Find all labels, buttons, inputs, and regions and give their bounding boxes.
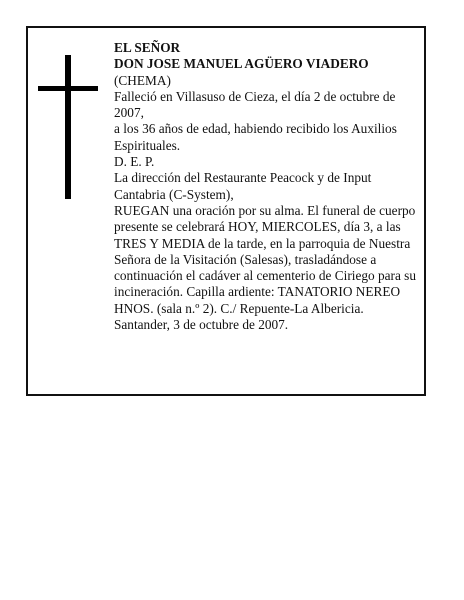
rest-in-peace: D. E. P. [114,154,155,170]
company-line: La dirección del Restaurante Peacock y de Input Cantabria (C-System), [114,170,372,202]
age-statement: a los 36 años de edad, habiendo recibido los Auxilios Espirituales. [114,121,397,153]
deceased-name: DON JOSE MANUEL AGÜERO VIADERO [114,56,369,72]
obituary-text [114,40,424,333]
title-line: EL SEÑOR [114,40,181,55]
death-statement: Falleció en Villasuso de Cieza, el día 2 de octubre de [114,88,396,104]
cross-horizontal-bar [38,86,98,91]
death-year: 2007, [114,105,144,121]
place-date: Santander, 3 de octubre de 2007. [114,317,289,333]
deceased-nickname: (CHEMA) [114,72,171,88]
obituary-notice [26,26,426,396]
funeral-request: RUEGAN una oración por su alma. El funeral de cuerpo presente se celebrará HOY, MIERCOLES, día 3, a las TRES Y MEDIA de la tarde, en la parroquia de Nuestra Señora de la Visitación (Salesas), trasladándose a continuación el cadáver al cementerio de Ciriego para su incineración. Capilla ardiente: TANATORIO NEREO HNOS. (sala n.º 2). C./ Repuente-La Albericia. [114,202,416,316]
cross-vertical-bar [65,55,71,199]
cross-icon [38,55,98,199]
